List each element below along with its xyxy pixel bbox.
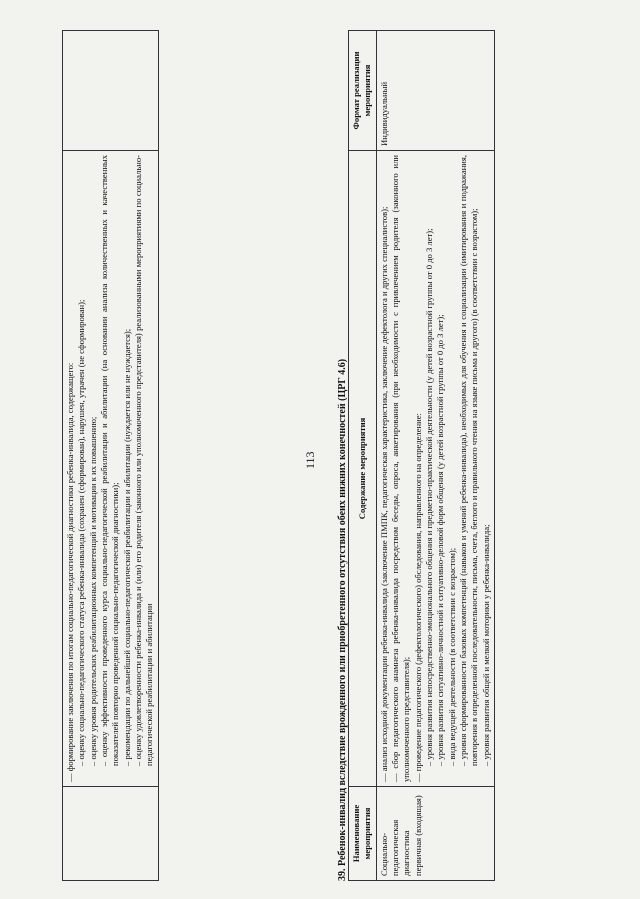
list-item: – уровня развития непосредственно-эмоционального общения и предметно-практической деятельности (у детей возрастной группы от 0 до 3 лет);: [424, 228, 435, 766]
format-cell: [63, 31, 159, 151]
list-item: – уровня развития ситуативно-личностной и ситуативно-деловой форм общения (у детей возрастной группы от 0 до 3 лет);: [435, 314, 446, 766]
list-item: – вида ведущей деятельности (в соответствии с возрастом);: [446, 547, 457, 766]
list-item: – уровня сформированности базовых компетенций (навыков и умений ребенка-инвалида), необходимых для обучения и социализации (имитирования и подражания, повторения в определенной последовательности, письма, счета, беглого и правильного чтения на языке письма и другого) (в соответствии с возрастом);: [458, 155, 480, 766]
content-cell: [63, 151, 159, 787]
list-item: — проведение педагогического (дефектологического) обследования, направленного на определение:: [412, 413, 423, 782]
activities-table: [348, 30, 495, 881]
list-item: – оценку удовлетворенности ребенка-инвалида и (или) его родителя (законного или уполномоченного представителя) реализованными мероприятиями по социально-педагогической реабилитации и абилитации: [133, 155, 155, 766]
continuation-table: [62, 30, 159, 881]
list-item: – рекомендации по дальнейшей социально-педагогической реабилитации и абилитации (нуждается или не нуждается);: [121, 328, 132, 766]
section-title: 39. Ребенок-инвалид вследствие врожденного или приобретенного отсутствия обеих нижних конечностей (ЦРГ 4.6): [337, 358, 348, 881]
activity-content: [376, 151, 494, 787]
list-item: – оценку социально-педагогического статуса ребенка-инвалида (сохранен (сформирован), нарушен, утрачен (не сформирован);: [76, 299, 87, 766]
activity-format: Индивидуальный: [376, 31, 494, 151]
name-cell: [63, 787, 159, 881]
list-item: – оценку эффективности проведенного курса социально-педагогической реабилитации и абилитации (на основании анализа количественных и качественных показателей повторно проведенной социально-педагогической диагностики);: [99, 155, 121, 766]
list-item: — сбор педагогического анамнеза ребенка-инвалида посредством беседы, опроса, анкетирования (при необходимости с привлечением родителя (законного или уполномоченного представителя);: [390, 155, 412, 782]
table-row: [376, 31, 494, 881]
table-row: [63, 31, 159, 881]
list-item: — формирование заключения по итогам социально-педагогической диагностики ребенка-инвалида, содержащего:: [65, 362, 75, 782]
header-format: Формат реализации мероприятия: [349, 31, 377, 151]
list-item: – оценку уровня родительских реабилитационных компетенций и мотивации к их повышению;: [87, 416, 98, 766]
list-item: – уровня развития общей и мелкой моторики у ребенка-инвалида;: [480, 524, 491, 766]
list-item: — анализ исходной документации ребенка-инвалида (заключение ПМПК, педагогическая характеристика, заключение дефектолога и других специалистов);: [378, 206, 389, 782]
table-header-row: [349, 31, 377, 881]
activity-name: Социально-педагогическая диагностика первичная (входящая): [376, 787, 494, 881]
header-name: Наименование мероприятия: [349, 787, 377, 881]
page-number: 113: [303, 451, 317, 469]
header-content: Содержание мероприятия: [349, 151, 377, 787]
